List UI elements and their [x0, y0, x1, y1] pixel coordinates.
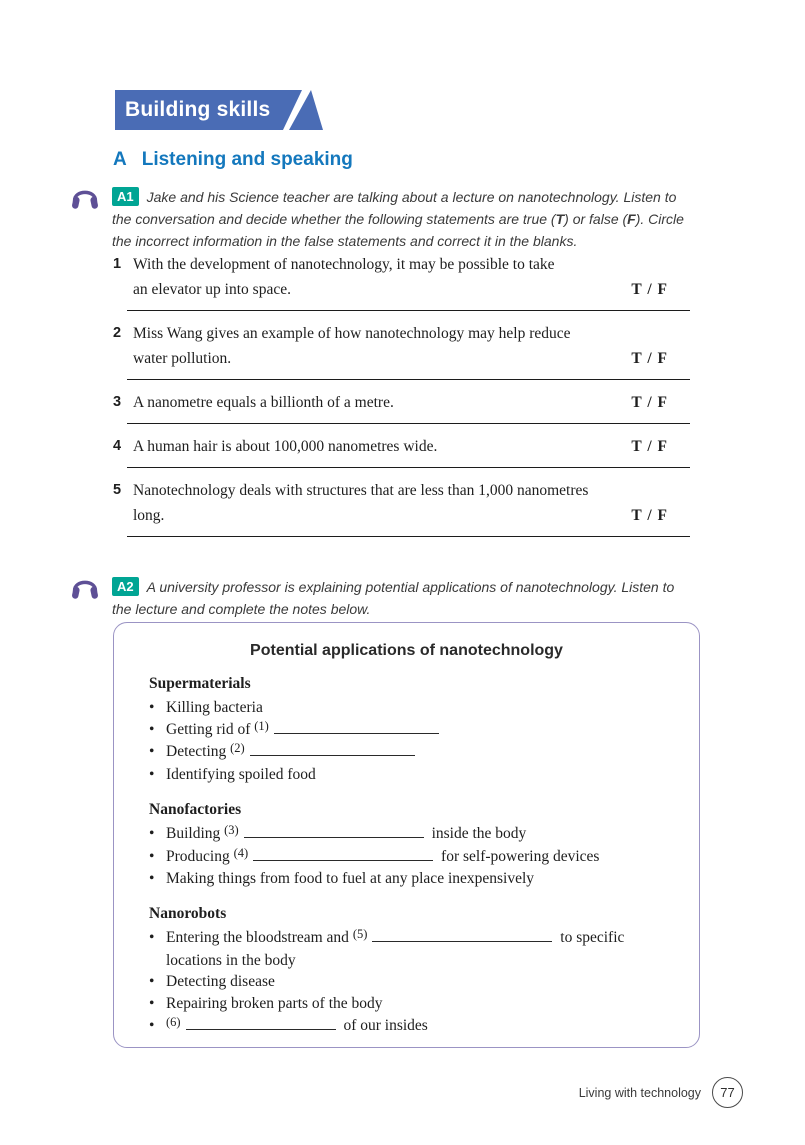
true-false-choice: T / F	[631, 394, 668, 411]
answer-blank-line	[127, 536, 690, 537]
section-heading	[113, 149, 353, 171]
banner-label: Building skills	[125, 98, 271, 121]
list-item: • Killing bacteria	[149, 697, 671, 719]
section-letter: A	[113, 149, 127, 170]
statement-row-3	[113, 390, 690, 424]
list-item: • Detecting disease	[149, 971, 671, 993]
blank-number: (1)	[254, 718, 269, 733]
exercise-a1-instructions	[112, 186, 692, 252]
true-letter: T	[555, 211, 565, 227]
statement-text: A human hair is about 100,000 nanometres wide.	[133, 438, 438, 455]
notes-heading-nanorobots: Nanorobots	[149, 904, 227, 922]
statements-list	[113, 252, 690, 547]
list-item: • Entering the bloodstream and $^{(5)}$ to specific locations in the body	[149, 927, 671, 971]
notes-box	[113, 622, 700, 1048]
exercise-a2-badge: A2	[112, 577, 139, 596]
true-false-choice: T / F	[631, 350, 668, 367]
list-item: • Building $^{(3)}$ inside the body	[149, 823, 671, 846]
list-item: • Producing $^{(4)}$ for self-powering devices	[149, 846, 671, 869]
instruction-text: A university professor is explaining potential applications of nanotechnology. Listen to the lecture and complete the notes below.	[112, 579, 675, 617]
headphones-icon	[69, 181, 101, 213]
answer-blank-line	[127, 379, 690, 380]
building-skills-banner	[115, 90, 323, 130]
statement-number: 2	[113, 325, 122, 341]
bullet-icon: •	[149, 824, 155, 842]
statement-text: Miss Wang gives an example of how nanotechnology may help reduce water pollution.	[133, 325, 571, 367]
list-item: • $^{(6)}$ of our insides	[149, 1015, 671, 1038]
answer-blank-line	[127, 467, 690, 468]
notes-title: Potential applications of nanotechnology	[250, 642, 563, 659]
answer-blank-line	[127, 310, 690, 311]
statement-row-1	[113, 252, 690, 311]
list-item: • Repairing broken parts of the body	[149, 993, 671, 1015]
page-footer	[579, 1077, 743, 1108]
fill-in-blank-3	[244, 825, 424, 838]
statement-row-2	[113, 321, 690, 380]
fill-in-blank-4	[253, 848, 433, 861]
bullet-icon: •	[149, 928, 155, 946]
statement-row-5	[113, 478, 690, 537]
blank-number: (4)	[233, 845, 249, 860]
page-number-badge: 77	[712, 1077, 743, 1108]
answer-blank-line	[127, 423, 690, 424]
fill-in-blank-6	[186, 1017, 336, 1030]
section-title: Listening and speaking	[141, 149, 353, 170]
true-false-choice: T / F	[631, 281, 668, 298]
instruction-text: ) or false (	[564, 211, 628, 227]
blank-number: (3)	[224, 822, 239, 837]
instruction-text: ). Circle the incorrect information in the false statements and correct it in the blanks.	[112, 211, 684, 249]
blank-number: (5)	[352, 926, 368, 941]
blank-number: (2)	[230, 741, 245, 756]
statement-number: 4	[113, 438, 122, 454]
true-false-choice: T / F	[631, 507, 668, 524]
instruction-text: Jake and his Science teacher are talking about a lecture on nanotechnology. Listen to the conversation and decide whether the following statements are true (	[112, 189, 677, 227]
bullet-icon: •	[149, 973, 155, 991]
list-item: • Identifying spoiled food	[149, 764, 671, 786]
exercise-a2-instructions	[112, 576, 692, 620]
notes-heading-nanofactories: Nanofactories	[149, 800, 242, 818]
statement-number: 3	[113, 394, 122, 410]
statement-text: With the development of nanotechnology, it may be possible to take an elevator up into space.	[133, 256, 555, 298]
bullet-icon: •	[149, 720, 155, 738]
statement-number: 1	[113, 256, 122, 272]
true-false-choice: T / F	[631, 438, 668, 455]
list-item: • Detecting $^{(2)}$	[149, 741, 671, 764]
blank-number: (6)	[166, 1014, 181, 1029]
fill-in-blank-5	[372, 929, 552, 942]
bullet-icon: •	[149, 870, 155, 888]
false-letter: F	[627, 211, 636, 227]
fill-in-blank-1	[274, 721, 439, 734]
headphones-icon	[69, 571, 101, 603]
statement-text: A nanometre equals a billionth of a metre.	[133, 394, 394, 411]
statement-row-4	[113, 434, 690, 468]
bullet-icon: •	[149, 699, 155, 716]
bullet-icon: •	[149, 743, 155, 761]
bullet-icon: •	[149, 1016, 155, 1034]
fill-in-blank-2	[250, 743, 415, 756]
statement-text: Nanotechnology deals with structures that are less than 1,000 nanometres long.	[133, 482, 589, 524]
statement-number: 5	[113, 482, 122, 498]
notes-heading-supermaterials: Supermaterials	[149, 675, 251, 692]
chapter-title: Living with technology	[578, 1085, 701, 1100]
bullet-icon: •	[149, 847, 155, 865]
bullet-icon: •	[149, 766, 155, 784]
list-item: • Getting rid of $^{(1)}$	[149, 719, 671, 742]
bullet-icon: •	[149, 995, 155, 1013]
exercise-a1-badge: A1	[112, 187, 139, 206]
notes-content	[114, 675, 699, 1037]
list-item: • Making things from food to fuel at any place inexpensively	[149, 868, 671, 890]
